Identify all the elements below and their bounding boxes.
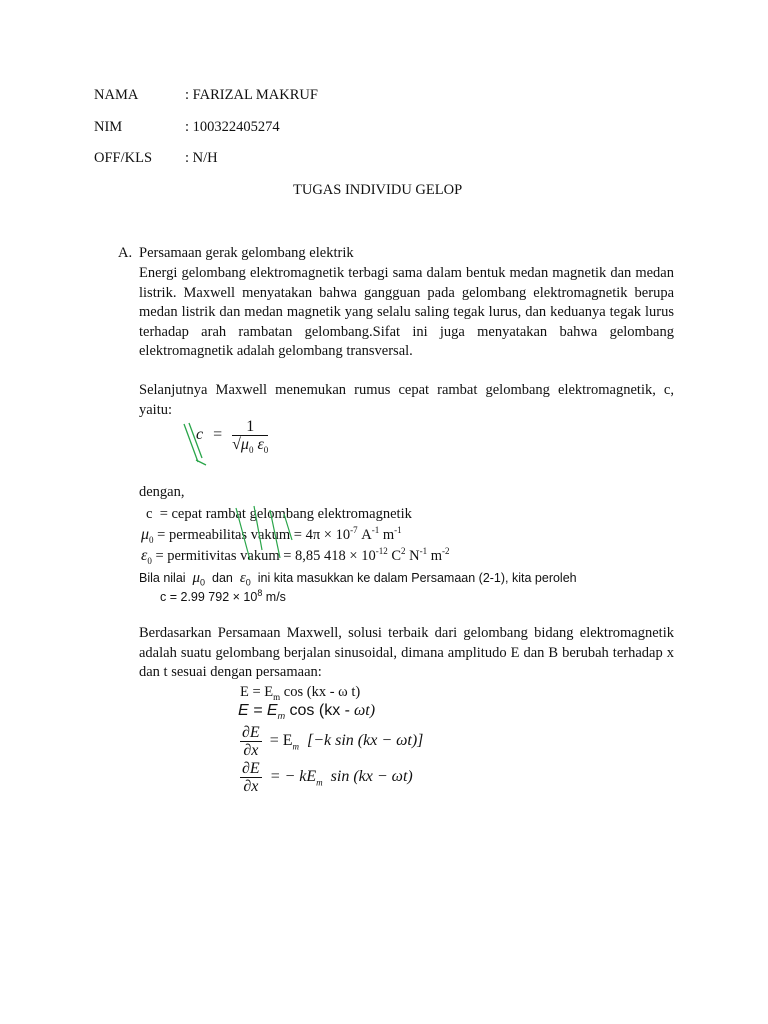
formula-c-fraction bbox=[232, 418, 269, 456]
def-mu: $\mu_0$ = permeabilitas vakum = $4\pi \times 10^{-7}$ $A^{-1}$ $m^{-1}$ bbox=[141, 525, 402, 545]
equation-4: $\frac{\partial E}{\partial x}$ = − $kE_m$ sin (kx − ωt) bbox=[242, 760, 413, 795]
equation-1: $E = E_m$ cos (kx - ω t) bbox=[240, 684, 361, 702]
nama-label: NAMA bbox=[94, 87, 139, 103]
formula-c-denominator: $√\mu_0$ $\varepsilon_0$ bbox=[232, 436, 269, 456]
formula-c-numerator: 1 bbox=[232, 418, 268, 436]
bila-line: Bila nilai $\mu_0$ dan $\varepsilon_0$ ini kita masukkan ke dalam Persamaan (2-1), kita peroleh bbox=[139, 570, 577, 588]
section-heading: Persamaan gerak gelombang elektrik bbox=[139, 245, 354, 261]
kls-value: : N/H bbox=[185, 150, 218, 166]
pen-mark-icon bbox=[176, 420, 216, 468]
pen-marks-icon bbox=[232, 500, 312, 570]
page-title: TUGAS INDIVIDU GELOP bbox=[293, 182, 463, 198]
formula-c-lhs: c bbox=[196, 426, 204, 444]
dengan-label: dengan, bbox=[139, 484, 185, 500]
nim-value: : 100322405274 bbox=[185, 119, 280, 135]
c-value: c = 2.99 $792 \times 10^8$ m/s bbox=[160, 587, 286, 604]
formula-c-eq: = bbox=[213, 426, 223, 444]
section-marker: A. bbox=[118, 245, 133, 261]
paragraph-energi: Energi gelombang elektromagnetik terbagi sama dalam bentuk medan magnetik dan medan listrik. Maxwell menyatakan bahwa gangguan pada gelombang elektromagnetik berupa medan listrik dan medan magnetik yang selalu saling tegak lurus, dan keduanya tegak lurus terhadap arah rambatan gelombang.Sifat ini juga menyatakan bahwa gelombang elektromagnetik adalah gelombang transversal. bbox=[139, 265, 674, 359]
nim-label: NIM bbox=[94, 119, 123, 135]
paragraph-berdasarkan: Berdasarkan Persamaan Maxwell, solusi terbaik dari gelombang bidang elektromagnetik adalah suatu gelombang berjalan sinusoidal, dimana amplitudo E dan B berubah terhadap x dan t sesuai dengan persamaan: bbox=[139, 625, 674, 680]
equation-3: $\frac{\partial E}{\partial x}$ = $E_m$ [−k sin (kx − ωt)] bbox=[242, 724, 424, 759]
equation-2: $E = E_m$ cos (kx - ωt) bbox=[238, 702, 376, 722]
paragraph-selanjutnya: Selanjutnya Maxwell menemukan rumus cepat rambat gelombang elektromagnetik, c, yaitu: bbox=[139, 382, 674, 418]
def-c: c = cepat rambat gelombang elektromagnetik bbox=[146, 506, 412, 522]
def-eps: $\varepsilon_0$ = permitivitas vakum = 8,85 $418 \times 10^{-12}$ $C^2$ $N^{-1}$ $m^{-2}$ bbox=[141, 546, 450, 566]
nama-value: : FARIZAL MAKRUF bbox=[185, 87, 318, 103]
kls-label: OFF/KLS bbox=[94, 150, 153, 166]
